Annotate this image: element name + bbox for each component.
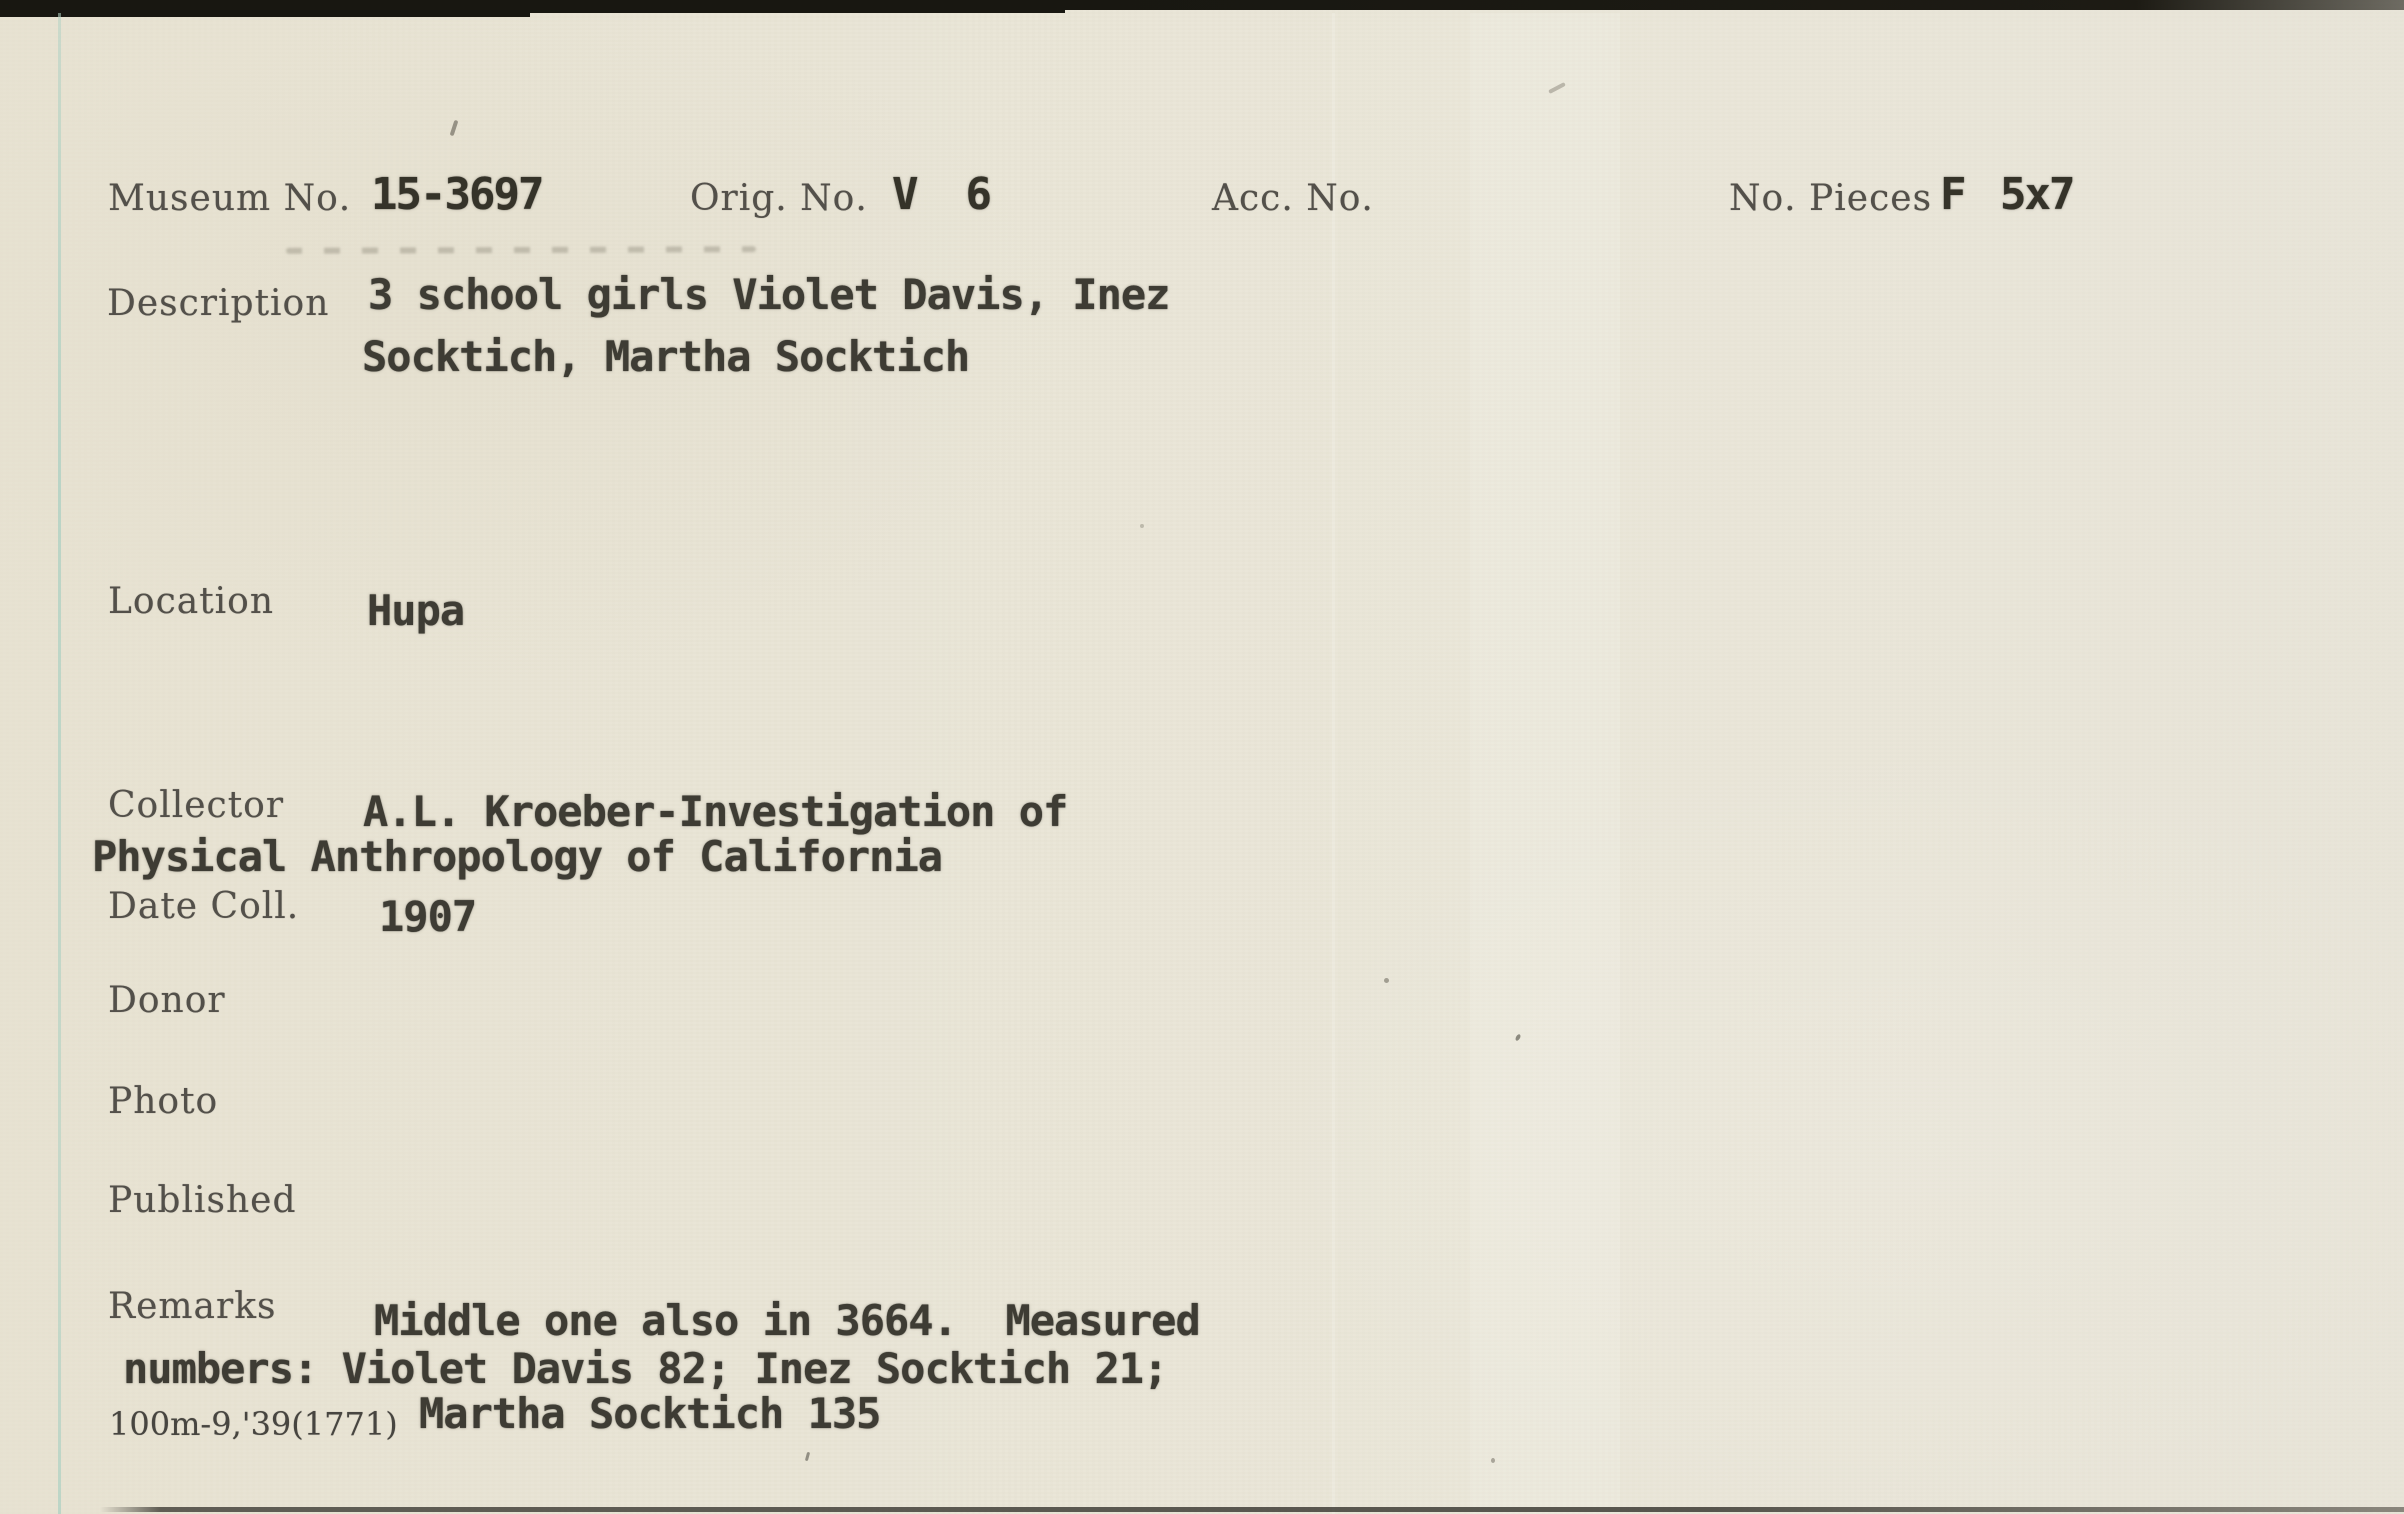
no-pieces-label: No. Pieces: [1729, 178, 1933, 219]
ink-speck: [1140, 524, 1144, 528]
location-label: Location: [108, 581, 275, 622]
collector-value-line2: Physical Anthropology of California: [92, 832, 943, 881]
no-pieces-size-value: 5x7: [2000, 169, 2074, 220]
donor-label: Donor: [108, 980, 226, 1021]
date-coll-label: Date Coll.: [108, 886, 300, 927]
remarks-value-line1: Middle one also in 3664. Measured: [374, 1296, 1200, 1345]
remarks-label: Remarks: [108, 1286, 277, 1327]
location-value: Hupa: [367, 586, 465, 635]
card-rule-line: [58, 13, 61, 1514]
scan-top-edge: [1065, 0, 2404, 10]
remarks-value-line3: Martha Socktich 135: [419, 1389, 881, 1438]
photo-label: Photo: [108, 1081, 219, 1122]
scan-top-edge: [0, 0, 530, 17]
description-label: Description: [107, 283, 330, 324]
paper-seam-highlight: [1470, 13, 1620, 1514]
no-pieces-format-value: F: [1940, 169, 1965, 220]
published-label: Published: [108, 1180, 297, 1221]
paper-seam-highlight: [1332, 13, 1335, 1514]
collector-value-line1: A.L. Kroeber-Investigation of: [363, 787, 1068, 836]
orig-no-value: V 6: [892, 169, 990, 220]
remarks-value-line2: numbers: Violet Davis 82; Inez Socktich 21;: [123, 1344, 1168, 1393]
ink-smudge: [286, 246, 756, 254]
museum-no-value: 15-3697: [371, 169, 543, 220]
ink-speck: [805, 1452, 810, 1461]
ink-speck: [1384, 978, 1389, 983]
ink-speck: [450, 120, 459, 136]
description-value-line1: 3 school girls Violet Davis, Inez: [368, 270, 1170, 319]
scan-top-edge: [530, 0, 1065, 13]
scan-bottom-edge: [100, 1507, 2404, 1512]
collector-label: Collector: [108, 785, 285, 826]
print-code: 100m-9,'39(1771): [109, 1405, 398, 1443]
date-coll-value: 1907: [379, 892, 477, 941]
acc-no-label: Acc. No.: [1212, 178, 1374, 219]
description-value-line2: Socktich, Martha Socktich: [362, 332, 970, 381]
orig-no-label: Orig. No.: [690, 178, 868, 219]
museum-no-label: Museum No.: [108, 178, 352, 219]
ink-speck: [1491, 1458, 1495, 1463]
